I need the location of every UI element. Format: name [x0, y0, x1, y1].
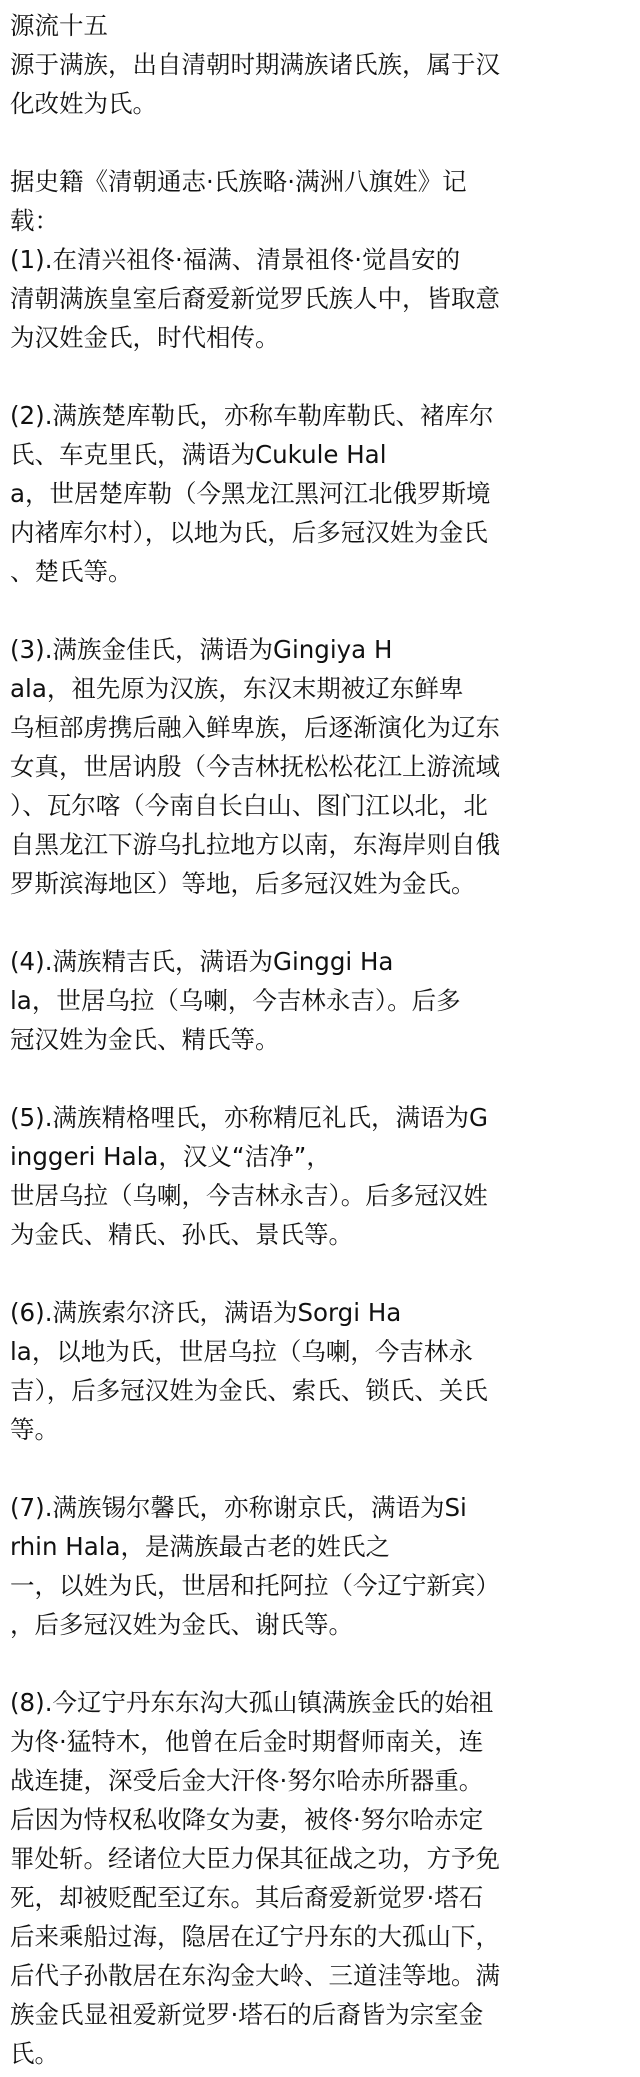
section-6 — [10, 1293, 630, 1449]
section-line: rhin Hala，是满族最古老的姓氏之 — [10, 1532, 391, 1561]
section-line: 一，以姓为氏，世居和托阿拉（今辽宁新宾） — [10, 1571, 500, 1600]
source-line: 载： — [10, 206, 59, 235]
section-line: 世居乌拉（乌喇，今吉林永吉）。后多冠汉姓 — [10, 1181, 488, 1210]
paragraph-gap — [10, 591, 630, 630]
section-1 — [10, 240, 630, 357]
paragraph-gap — [10, 123, 630, 162]
section-line: (7).满族锡尔馨氏，亦称谢京氏，满语为Si — [10, 1493, 467, 1522]
section-8 — [10, 1683, 630, 2073]
intro-line: 化改姓为氏。 — [10, 89, 157, 118]
section-line: (6).满族索尔济氏，满语为Sorgi Ha — [10, 1298, 402, 1327]
section-line: (5).满族精格哩氏，亦称精厄礼氏，满语为G — [10, 1103, 488, 1132]
section-line: 战连捷，深受后金大汗佟·努尔哈赤所器重。 — [10, 1766, 484, 1795]
section-line: 自黑龙江下游乌扎拉地方以南，东海岸则自俄 — [10, 830, 500, 859]
section-line: 为金氏、精氏、孙氏、景氏等。 — [10, 1220, 353, 1249]
section-line: 氏。 — [10, 2039, 59, 2068]
section-line: 等。 — [10, 1415, 59, 1444]
section-line: 后来乘船过海，隐居在辽宁丹东的大孤山下， — [10, 1922, 500, 1951]
section-3 — [10, 630, 630, 903]
section-line: la，世居乌拉（乌喇，今吉林永吉）。后多 — [10, 986, 461, 1015]
section-line: a，世居楚库勒（今黑龙江黑河江北俄罗斯境 — [10, 479, 491, 508]
section-line: 为汉姓金氏，时代相传。 — [10, 323, 280, 352]
intro-line: 源于满族，出自清朝时期满族诸氏族，属于汉 — [10, 50, 500, 79]
paragraph-gap — [10, 1254, 630, 1293]
section-line: ala，祖先原为汉族，东汉末期被辽东鲜卑 — [10, 674, 464, 703]
section-line: ，后多冠汉姓为金氏、谢氏等。 — [10, 1610, 353, 1639]
section-line: la，以地为氏，世居乌拉（乌喇，今吉林永 — [10, 1337, 473, 1366]
section-line: 冠汉姓为金氏、精氏等。 — [10, 1025, 280, 1054]
section-line: 女真，世居讷殷（今吉林抚松松花江上游流域 — [10, 752, 500, 781]
section-line: 后因为恃权私收降女为妻，被佟·努尔哈赤定 — [10, 1805, 484, 1834]
section-line: (4).满族精吉氏，满语为Ginggi Ha — [10, 947, 394, 976]
section-line: 、楚氏等。 — [10, 557, 133, 586]
section-line: 为佟·猛特木，他曾在后金时期督师南关，连 — [10, 1727, 484, 1756]
section-line: 死，却被贬配至辽东。其后裔爱新觉罗·塔石 — [10, 1883, 484, 1912]
section-line: 内褚库尔村），以地为氏，后多冠汉姓为金氏 — [10, 518, 488, 547]
source-line: 据史籍《清朝通志·氏族略·满洲八旗姓》记 — [10, 167, 467, 196]
section-line: 罗斯滨海地区）等地，后多冠汉姓为金氏。 — [10, 869, 476, 898]
page-title: 源流十五 — [10, 11, 108, 40]
section-4 — [10, 942, 630, 1059]
section-2 — [10, 396, 630, 591]
section-line: 吉），后多冠汉姓为金氏、索氏、锁氏、关氏 — [10, 1376, 488, 1405]
section-line: (2).满族楚库勒氏，亦称车勒库勒氏、褚库尔 — [10, 401, 494, 430]
section-line: 乌桓部虏携后融入鲜卑族，后逐渐演化为辽东 — [10, 713, 500, 742]
section-line: (8).今辽宁丹东东沟大孤山镇满族金氏的始祖 — [10, 1688, 494, 1717]
paragraph-gap — [10, 1059, 630, 1098]
section-line: 清朝满族皇室后裔爱新觉罗氏族人中，皆取意 — [10, 284, 500, 313]
section-line: 后代子孙散居在东沟金大岭、三道洼等地。满 — [10, 1961, 500, 1990]
section-line: inggeri Hala，汉义“洁净”， — [10, 1142, 331, 1171]
section-5 — [10, 1098, 630, 1254]
section-line: 氏、车克里氏，满语为Cukule Hal — [10, 440, 387, 469]
section-line: ）、瓦尔喀（今南自长白山、图门江以北，北 — [10, 791, 488, 820]
section-7 — [10, 1488, 630, 1644]
paragraph-gap — [10, 903, 630, 942]
section-line: (3).满族金佳氏，满语为Gingiya H — [10, 635, 393, 664]
section-line: 罪处斩。经诸位大臣力保其征战之功，方予免 — [10, 1844, 500, 1873]
section-line: (1).在清兴祖佟·福满、清景祖佟·觉昌安的 — [10, 245, 461, 274]
section-line: 族金氏显祖爱新觉罗·塔石的后裔皆为宗室金 — [10, 2000, 484, 2029]
paragraph-gap — [10, 1449, 630, 1488]
paragraph-gap — [10, 1644, 630, 1683]
paragraph-gap — [10, 357, 630, 396]
